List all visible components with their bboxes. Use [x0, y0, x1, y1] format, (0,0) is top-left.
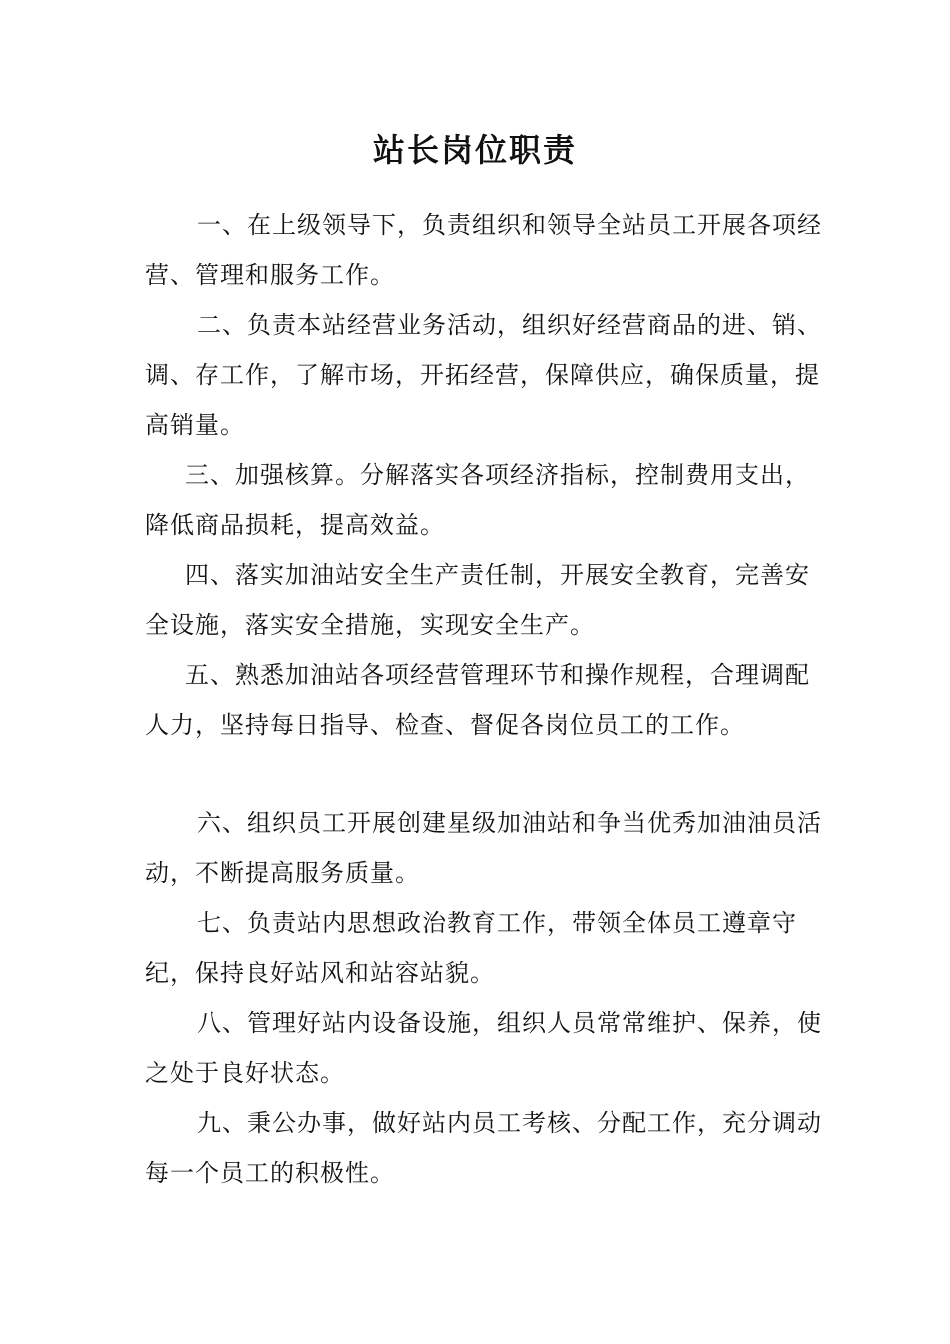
- paragraph-3: 三、加强核算。分解落实各项经济指标，控制费用支出，降低商品损耗，提高效益。: [145, 461, 810, 539]
- paragraph-2: 二、负责本站经营业务活动，组织好经营商品的进、销、调、存工作，了解市场，开拓经营，保障供应，确保质量，提高销量。: [145, 311, 822, 439]
- paragraph-4: 四、落实加油站安全生产责任制，开展安全教育，完善安全设施，落实安全措施，实现安全生产。: [145, 561, 810, 639]
- paragraph-6: 六、组织员工开展创建星级加油站和争当优秀加油油员活动，不断提高服务质量。: [145, 809, 822, 887]
- paragraph-5: 五、熟悉加油站各项经营管理环节和操作规程，合理调配人力，坚持每日指导、检查、督促各岗位员工的工作。: [145, 661, 810, 739]
- document-body-lower: [145, 798, 825, 1198]
- paragraph-7: 七、负责站内思想政治教育工作，带领全体员工遵章守纪，保持良好站风和站容站貌。: [145, 909, 797, 987]
- paragraph-9: 九、秉公办事，做好站内员工考核、分配工作，充分调动每一个员工的积极性。: [145, 1109, 822, 1187]
- document-body-upper: [145, 200, 825, 750]
- paragraph-8: 八、管理好站内设备设施，组织人员常常维护、保养，使之处于良好状态。: [145, 1009, 822, 1087]
- document-title: 站长岗位职责: [372, 131, 577, 169]
- paragraph-1: 一、在上级领导下，负责组织和领导全站员工开展各项经营、管理和服务工作。: [145, 211, 822, 289]
